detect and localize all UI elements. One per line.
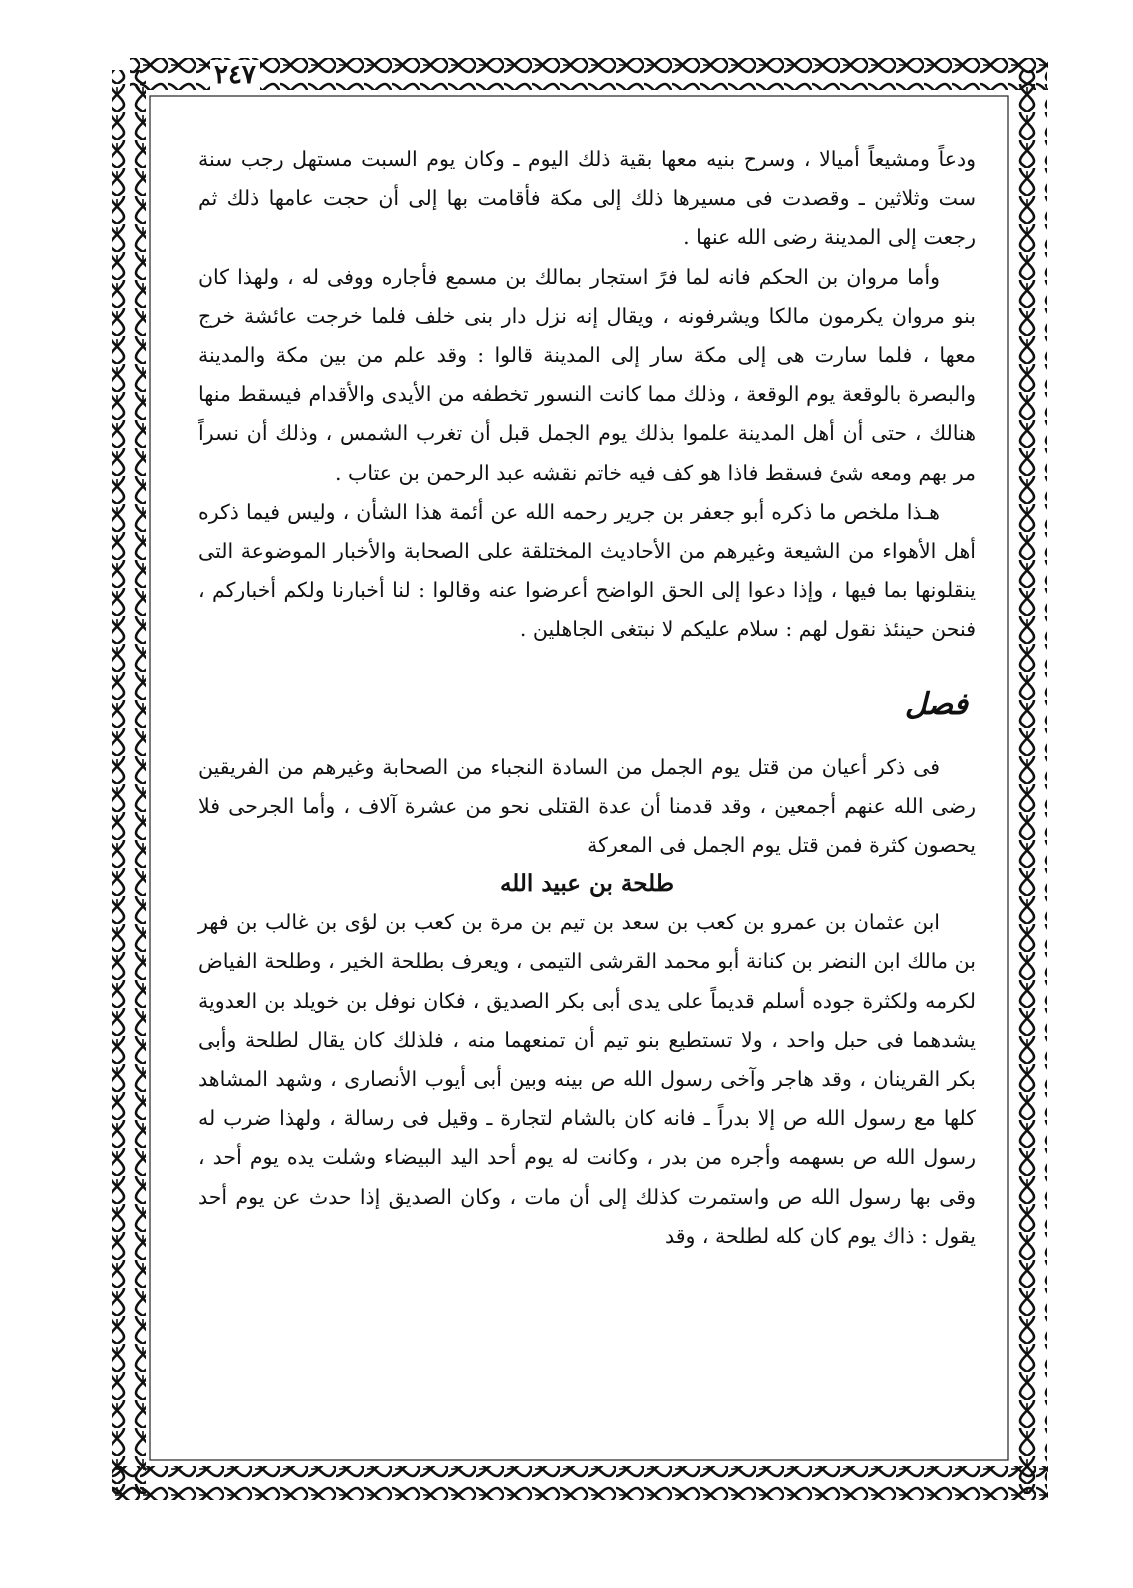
biography-paragraph: ابن عثمان بن عمرو بن كعب بن سعد بن تيم بن مرة بن كعب بن لؤى بن غالب بن فهر بن مالك ابن النضر بن كنانة أبو محمد القرشى التيمى ، ويعرف بطلحة الخير ، وطلحة الفياض لكرمه ولكثرة جوده أسلم قديماً على يدى أبى بكر الصديق ، فكان نوفل بن خويلد بن العدوية يشدهما فى حبل واحد ، ولا تستطيع بنو تيم أن تمنعهما منه ، فلذلك كان يقال لطلحة وأبى بكر القرينان ، وقد هاجر وآخى رسول الله ص بينه وبين أبى أيوب الأنصارى ، وشهد المشاهد كلها مع رسول الله ص إلا بدراً ـ فانه كان بالشام لتجارة ـ وقيل فى رسالة ، ولهذا ضرب له رسول الله ص بسهمه وأجره من بدر ، وكانت له يوم أحد اليد البيضاء وشلت يده يوم أحد ، وقى بها رسول الله ص واستمرت كذلك إلى أن مات ، وكان الصديق إذا حدث عن يوم أحد يقول : ذاك يوم كان كله لطلحة ، وقد	[198, 910, 976, 1248]
page-number: ٢٤٧	[210, 60, 260, 90]
paragraph-continuation: ودعاً ومشيعاً أميالا ، وسرح بنيه معها بقية ذلك اليوم ـ وكان يوم السبت مستهل رجب سنة ست وثلاثين ـ وقصدت فى مسيرها ذلك إلى مكة فأقامت بها إلى أن حجت عامها ذلك ثم رجعت إلى المدينة رضى الله عنها .	[198, 147, 976, 250]
section-heading-calligraphy: فصل	[904, 686, 968, 722]
paragraph-summary: هـذا ملخص ما ذكره أبو جعفر بن جرير رحمه الله عن أئمة هذا الشأن ، وليس فيما ذكره أهل الأهواء من الشيعة وغيرهم من الأحاديث المختلقة على الصحابة والأخبار الموضوعة التى ينقلونها بما فيها ، وإذا دعوا إلى الحق الواضح أعرضوا عنه وقالوا : لنا أخبارنا ولكم أخباركم ، فنحن حينئذ نقول لهم : سلام عليكم لا نبتغى الجاهلين .	[198, 499, 976, 642]
biography-title: طلحة بن عبيد الله	[499, 870, 675, 898]
paragraph-marwan: وأما مروان بن الحكم فانه لما فرً استجار بمالك بن مسمع فأجاره ووفى له ، ولهذا كان بنو مروان يكرمون مالكا ويشرفونه ، ويقال إنه نزل دار بنى خلف فلما خرجت عائشة خرج معها ، فلما سارت هى إلى مكة سار إلى المدينة قالوا : وقد علم من بين مكة والمدينة والبصرة بالوقعة يوم الوقعة ، وذلك مما كانت النسور تخطفه من الأيدى والأقدام فيسقط منها هنالك ، حتى أن أهل المدينة علموا بذلك يوم الجمل قبل أن تغرب الشمس ، وذلك أن نسراً مر بهم ومعه شئ فسقط فاذا هو كف فيه خاتم نقشه عبد الرحمن بن عتاب .	[198, 264, 976, 485]
page-body	[198, 140, 976, 1256]
section-paragraph: فى ذكر أعيان من قتل يوم الجمل من السادة النجباء من الصحابة وغيرهم من الفريقين رضى الله عنهم أجمعين ، وقد قدمنا أن عدة القتلى نحو من عشرة آلاف ، وأما الجرحى فلا يحصون كثرة فمن قتل يوم الجمل فى المعركة	[198, 754, 976, 858]
